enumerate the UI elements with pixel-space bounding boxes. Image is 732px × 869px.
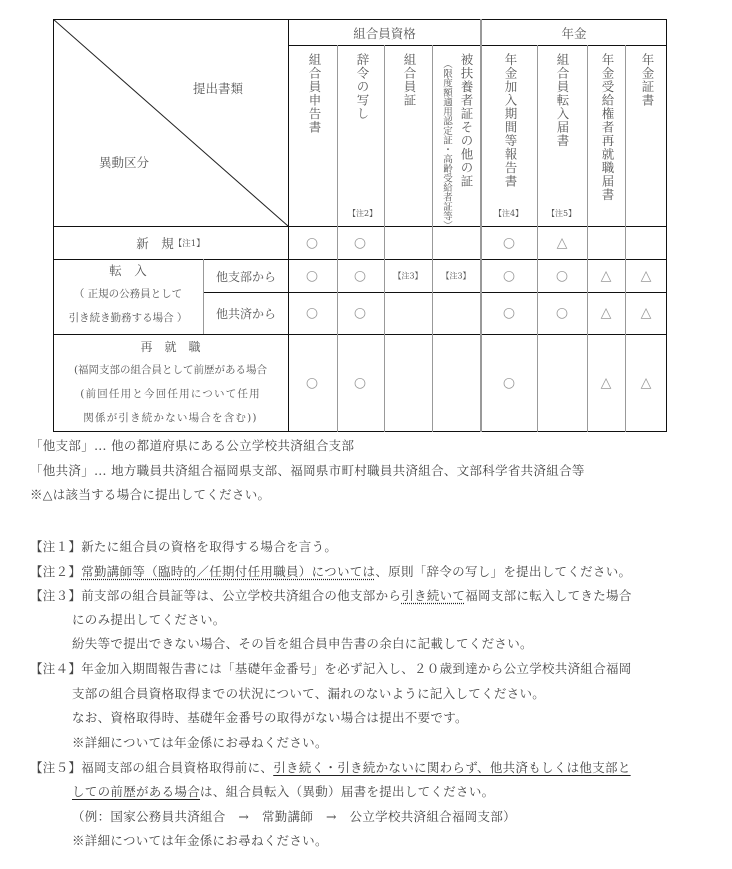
cell-mark-from-other-branch-col5: ○ <box>555 268 569 284</box>
cell-mark-reemployment-col1: ○ <box>353 375 367 391</box>
col-line-1 <box>337 45 338 432</box>
col-header-member-declaration: 組合員申告書 <box>307 53 322 134</box>
note-3-tag: 【注３】 <box>30 588 82 603</box>
col-header-dependent-card-sub: （限度額適用認定証・高齢受給者証等） <box>441 59 452 230</box>
cell-mark-from-other-branch-col4: ○ <box>502 268 516 284</box>
note-5-tag: 【注５】 <box>30 760 82 775</box>
note-3-line-3: 紛失等で提出できない場合、その旨を組合員申告書の余白に記載してください。 <box>72 636 533 651</box>
col-header-pension-period-report: 年金加入期間等報告書 <box>503 53 518 188</box>
col-line-2 <box>384 45 385 432</box>
note-4: 【注４】年金加入期間報告書には「基礎年金番号」を必ず記入し、２０歳到達から公立学校共済組合福岡 <box>30 661 632 676</box>
cell-mark-reemployment-col4: ○ <box>502 375 516 391</box>
row-label-reemployment: 再 就 職 <box>140 339 201 354</box>
col-header-member-transfer-form: 組合員転入届書 <box>555 53 570 148</box>
note-5-line-2: しての前歴がある場合は、組合員転入（異動）届書を提出してください。 <box>72 784 495 799</box>
col-line-0 <box>288 19 289 432</box>
submission-documents-table <box>53 19 667 432</box>
col-header-appointment-copy: 辞令の写し <box>355 53 370 121</box>
note-1: 【注１】新たに組合員の資格を取得する場合を言う。 <box>30 539 338 554</box>
cell-mark-from-other-mutual-col5: ○ <box>555 305 569 321</box>
cell-mark-from-other-branch-col3: 【注3】 <box>441 271 471 281</box>
col-line-5 <box>537 45 538 432</box>
cell-mark-from-other-mutual-col6: △ <box>600 305 612 321</box>
table-border-bottom <box>53 431 667 432</box>
cell-mark-new-col4: ○ <box>502 235 516 251</box>
cell-mark-from-other-mutual-col1: ○ <box>353 305 367 321</box>
note-5-line-3: （例：国家公務員共済組合 → 常勤講師 → 公立学校共済組合福岡支部） <box>72 809 516 824</box>
col-line-7 <box>625 45 626 432</box>
corner-top-label: 提出書類 <box>193 81 244 96</box>
triangle-instruction: ※△は該当する場合に提出してください。 <box>30 487 271 502</box>
cell-mark-reemployment-col0: ○ <box>305 375 319 391</box>
row-label-from-other-branch: 他支部から <box>215 269 276 284</box>
row-desc-reemployment-2: (前回任用と今回任用について任用 <box>80 387 261 400</box>
cell-mark-from-other-branch-col1: ○ <box>353 268 367 284</box>
row-label-from-other-mutual: 他共済から <box>215 307 276 321</box>
cell-mark-reemployment-col7: △ <box>640 375 652 391</box>
col-line-3 <box>432 45 433 432</box>
col-note-4: 【注4】 <box>494 209 524 218</box>
definition-other-mutual: 「他共済」… 地方職員共済組合福岡県支部、福岡県市町村職員共済組合、文部科学省共済組合等 <box>30 463 585 478</box>
col-line-6 <box>587 45 588 432</box>
cell-mark-from-other-branch-col2: 【注3】 <box>393 271 423 281</box>
cell-mark-new-col5: △ <box>556 235 568 251</box>
note-4-line-4: ※詳細については年金係にお尋ねください。 <box>72 735 328 750</box>
cell-mark-from-other-mutual-col0: ○ <box>305 305 319 321</box>
cell-mark-from-other-branch-col0: ○ <box>305 268 319 284</box>
cell-mark-from-other-branch-col6: △ <box>600 268 612 284</box>
col-note-2: 【注2】 <box>348 209 378 218</box>
note-2-tag: 【注２】 <box>30 564 82 579</box>
col-header-pension-certificate: 年金証書 <box>640 53 655 107</box>
col-note-5: 【注5】 <box>547 209 577 218</box>
note-4-line-2: 支部の組合員資格取得までの状況について、漏れのないように記入してください。 <box>72 686 546 701</box>
note-3-line-2: にのみ提出してください。 <box>72 612 226 627</box>
row-desc-transfer-1: （ 正規の公務員として <box>73 287 183 300</box>
group-header-pension: 年金 <box>561 25 587 41</box>
group-header-membership: 組合員資格 <box>353 25 416 41</box>
note-1-tag: 【注１】 <box>30 539 82 554</box>
corner-bottom-label: 異動区分 <box>99 155 150 170</box>
col-line-4 <box>480 19 482 432</box>
cell-mark-from-other-mutual-col4: ○ <box>502 305 516 321</box>
note-5: 【注５】福岡支部の組合員資格取得前に、引き続く・引き続かないに関わらず、他共済もしくは他支部と <box>30 760 631 775</box>
note-4-tag: 【注４】 <box>30 661 82 676</box>
col-header-pensioner-reemployment: 年金受給権者再就職届書 <box>600 53 615 202</box>
row-label-transfer: 転 入 <box>109 263 147 278</box>
note-5-line-4: ※詳細については年金係にお尋ねください。 <box>72 833 328 848</box>
cell-mark-from-other-mutual-col7: △ <box>640 305 652 321</box>
corner-diagonal <box>53 19 289 227</box>
cell-mark-from-other-branch-col7: △ <box>640 268 652 284</box>
definition-other-branch: 「他支部」… 他の都道府県にある公立学校共済組合支部 <box>30 438 355 453</box>
note-3: 【注３】前支部の組合員証等は、公立学校共済組合の他支部から引き続いて福岡支部に転入してきた場合 <box>30 588 632 603</box>
row-desc-reemployment-1: (福岡支部の組合員として前歴がある場合 <box>73 363 268 376</box>
row-label-new: 新 規 【注1】 <box>136 236 205 251</box>
note-4-line-3: なお、資格取得時、基礎年金番号の取得がない場合は提出不要です。 <box>72 710 468 725</box>
cell-mark-new-col1: ○ <box>353 235 367 251</box>
cell-mark-new-col0: ○ <box>305 235 319 251</box>
row-desc-reemployment-3: 関係が引き続かない場合を含む)) <box>83 411 258 424</box>
row-desc-transfer-2: 引き続き勤務する場合 ） <box>68 311 188 324</box>
col-header-dependent-card: 被扶養者証その他の証 <box>459 53 474 188</box>
col-header-member-card: 組合員証 <box>402 53 417 107</box>
group-divider <box>288 45 667 46</box>
cell-mark-reemployment-col6: △ <box>600 375 612 391</box>
note-2: 【注２】常勤講師等（臨時的／任期付任用職員）については、原則「辞令の写し」を提出してください。 <box>30 564 632 579</box>
